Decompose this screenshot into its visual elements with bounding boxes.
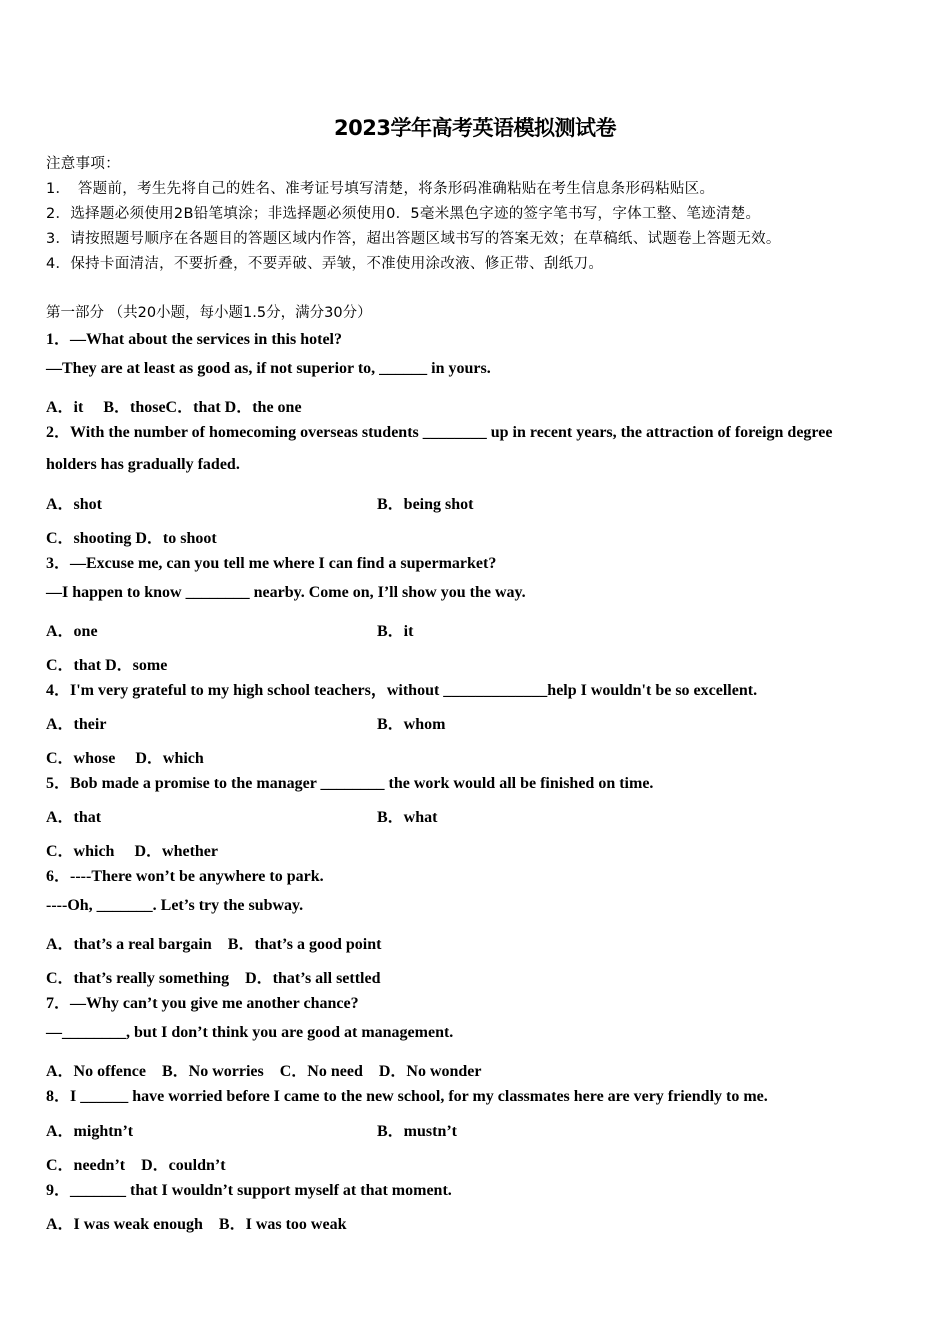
question-2-option-a: A．shot [46, 496, 103, 513]
question-6-stem: 6．----There won’t be anywhere to park. [46, 868, 324, 885]
notice-item-4: 4．保持卡面清洁，不要折叠，不要弄破、弄皱，不准使用涂改液、修正带、刮纸刀。 [46, 256, 604, 272]
question-4-stem: 4．I'm very grateful to my high school teachers，without _____________help I wouldn't be so excellent. [46, 682, 758, 699]
question-3-options-cd: C．that D．some [46, 657, 168, 674]
question-1-options: A．it B．thoseC．that D．the one [46, 399, 302, 416]
question-8-option-a: A．mightn’t [46, 1123, 134, 1140]
question-3-option-b: B．it [377, 623, 414, 640]
question-5-options-cd: C．which D．whether [46, 843, 218, 860]
question-5-stem: 5．Bob made a promise to the manager ________ the work would all be finished on time. [46, 775, 654, 792]
question-1-response: —They are at least as good as, if not superior to, ______ in yours. [46, 360, 491, 377]
question-3-stem: 3．—Excuse me, can you tell me where I can find a supermarket? [46, 555, 497, 572]
notice-item-3: 3．请按照题号顺序在各题目的答题区域内作答，超出答题区域书写的答案无效；在草稿纸、试题卷上答题无效。 [46, 231, 781, 247]
question-8-stem: 8．I ______ have worried before I came to the new school, for my classmates here are very friendly to me. [46, 1088, 768, 1105]
question-2-options-cd: C．shooting D．to shoot [46, 530, 217, 547]
question-7-response: —________, but I don’t think you are good at management. [46, 1024, 454, 1041]
question-1-stem: 1．—What about the services in this hotel? [46, 331, 343, 348]
question-9-options-ab: A．I was weak enough B．I was too weak [46, 1216, 347, 1233]
question-6-response: ----Oh, _______. Let’s try the subway. [46, 897, 304, 914]
question-2-stem-cont: holders has gradually faded. [46, 456, 240, 473]
section-heading: 第一部分 （共20小题，每小题1.5分，满分30分） [46, 305, 372, 321]
question-7-options: A．No offence B．No worries C．No need D．No wonder [46, 1063, 482, 1080]
question-6-options-cd: C．that’s really something D．that’s all settled [46, 970, 381, 987]
page-title: 2023学年高考英语模拟测试卷 [334, 116, 616, 140]
question-2-option-b: B．being shot [377, 496, 474, 513]
notice-item-2: 2．选择题必须使用2B铅笔填涂；非选择题必须使用0．5毫米黑色字迹的签字笔书写，字体工整、笔迹清楚。 [46, 206, 761, 222]
question-3-option-a: A．one [46, 623, 98, 640]
question-5-option-b: B．what [377, 809, 438, 826]
question-8-options-cd: C．needn’t D．couldn’t [46, 1157, 226, 1174]
question-4-option-b: B．whom [377, 716, 446, 733]
question-8-option-b: B．mustn’t [377, 1123, 458, 1140]
question-3-response: —I happen to know ________ nearby. Come on, I’ll show you the way. [46, 584, 526, 601]
question-4-options-cd: C．whose D．which [46, 750, 204, 767]
question-2-stem: 2．With the number of homecoming overseas students ________ up in recent years, the attraction of foreign degree [46, 424, 833, 441]
question-5-option-a: A．that [46, 809, 102, 826]
question-6-options-ab: A．that’s a real bargain B．that’s a good point [46, 936, 382, 953]
question-7-stem: 7．—Why can’t you give me another chance? [46, 995, 359, 1012]
question-4-option-a: A．their [46, 716, 107, 733]
notice-heading: 注意事项： [46, 156, 120, 172]
question-9-stem: 9．_______ that I wouldn’t support myself at that moment. [46, 1182, 452, 1199]
notice-item-1: 1． 答题前，考生先将自己的姓名、准考证号填写清楚，将条形码准确粘贴在考生信息条形码粘贴区。 [46, 181, 715, 197]
